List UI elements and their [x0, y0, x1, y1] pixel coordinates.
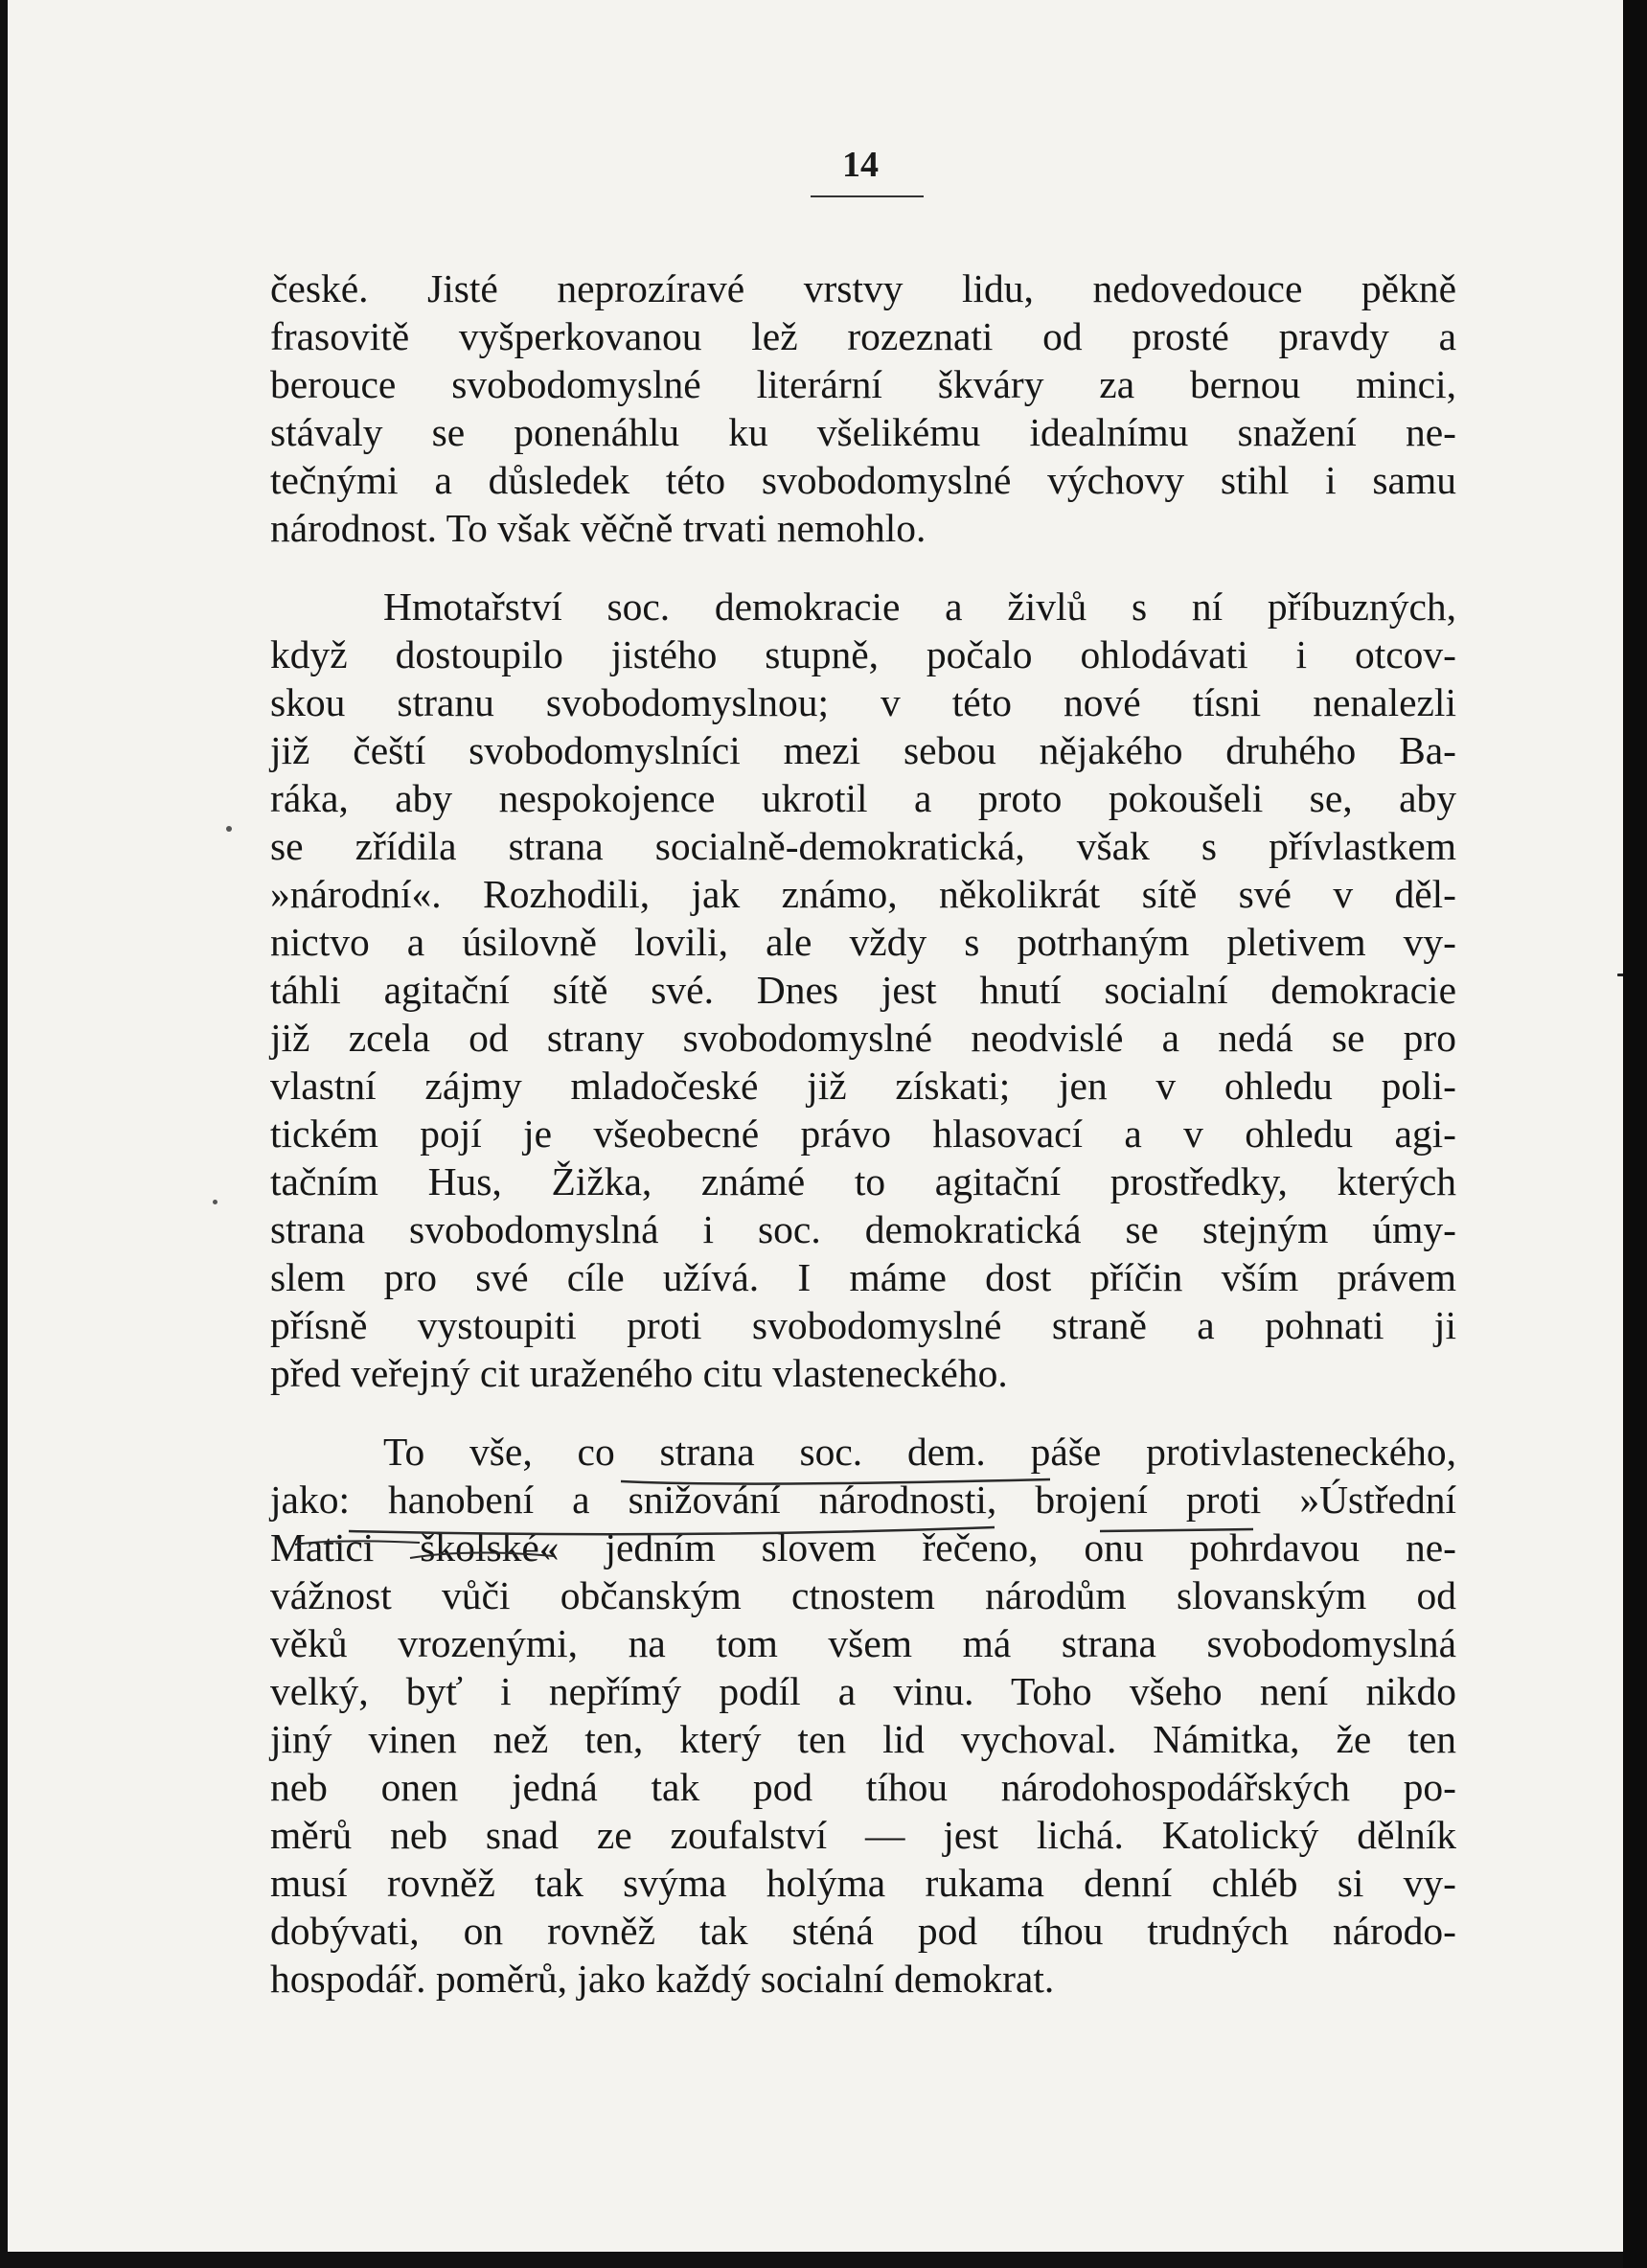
text-line: »národní«. Rozhodili, jak známo, několikrát sítě své v děl- [270, 872, 1456, 916]
text-line: dobývati, on rovněž tak sténá pod tíhou trudných národo- [270, 1909, 1456, 1953]
paragraph-2 [270, 583, 1456, 1397]
text-line: Hmotařství soc. demokracie a živlů s ní příbuzných, [383, 584, 1456, 629]
text-line: před veřejný cit uraženého citu vlasteneckého. [270, 1351, 1008, 1395]
text-line: nictvo a úsilovně lovili, ale vždy s potrhaným pletivem vy- [270, 920, 1456, 964]
paragraph-3 [270, 1428, 1456, 2003]
text-line: hospodář. poměrů, jako každý socialní demokrat. [270, 1957, 1055, 2001]
text-line: skou stranu svobodomyslnou; v této nové tísni nenalezli [270, 680, 1456, 724]
text-line: velký, byť i nepřímý podíl a vinu. Toho všeho není nikdo [270, 1669, 1456, 1713]
text-line: jako: hanobení a snižování národnosti, brojení proti »Ústřední [270, 1478, 1456, 1522]
text-line: tačním Hus, Žižka, známé to agitační prostředky, kterých [270, 1159, 1456, 1203]
text-line: se zřídila strana socialně-demokratická, však s přívlastkem [270, 824, 1456, 868]
text-line: frasovitě vyšperkovanou lež rozeznati od prosté pravdy a [270, 314, 1456, 358]
body-text [270, 264, 1456, 2033]
page-number: 14 [842, 145, 879, 185]
paragraph-1 [270, 264, 1456, 552]
text-line: již zcela od strany svobodomyslné neodvislé a nedá se pro [270, 1016, 1456, 1060]
book-page [8, 0, 1623, 2252]
text-line: vlastní zájmy mladočeské již získati; jen v ohledu poli- [270, 1064, 1456, 1108]
text-line: berouce svobodomyslné literární škváry za bernou minci, [270, 362, 1456, 406]
text-line: národnost. To však věčně trvati nemohlo. [270, 506, 926, 550]
text-line: již čeští svobodomyslníci mezi sebou nějakého druhého Ba- [270, 728, 1456, 772]
text-line: Matici školské« jedním slovem řečeno, onu pohrdavou ne- [270, 1525, 1456, 1569]
text-line: táhli agitační sítě své. Dnes jest hnutí socialní demokracie [270, 968, 1456, 1012]
text-line: To vše, co strana soc. dem. páše protivlasteneckého, [383, 1430, 1456, 1474]
text-line: přísně vystoupiti proti svobodomyslné straně a pohnati ji [270, 1303, 1456, 1347]
paper-speck [213, 1200, 217, 1204]
text-line: tečnými a důsledek této svobodomyslné výchovy stihl i samu [270, 458, 1456, 502]
text-line: stávaly se ponenáhlu ku všelikému idealnímu snažení ne- [270, 410, 1456, 454]
text-line: české. Jisté neprozíravé vrstvy lidu, nedovedouce pěkně [270, 266, 1456, 310]
page-number-rule [811, 195, 924, 197]
text-line: jiný vinen než ten, který ten lid vychoval. Námitka, že ten [270, 1717, 1456, 1761]
scan-edge [1623, 0, 1647, 2268]
text-line: neb onen jedná tak pod tíhou národohospodářských po- [270, 1765, 1456, 1809]
text-line: ráka, aby nespokojence ukrotil a proto pokoušeli se, aby [270, 776, 1456, 820]
text-line: když dostoupilo jistého stupně, počalo ohlodávati i otcov- [270, 632, 1456, 676]
text-line: měrů neb snad ze zoufalství — jest lichá. Katolický dělník [270, 1813, 1456, 1857]
text-line: tickém pojí je všeobecné právo hlasovací a v ohledu agi- [270, 1111, 1456, 1156]
text-line: vážnost vůči občanským ctnostem národům slovanským od [270, 1573, 1456, 1617]
text-line: musí rovněž tak svýma holýma rukama denní chléb si vy- [270, 1861, 1456, 1905]
text-line: slem pro své cíle užívá. I máme dost příčin vším právem [270, 1255, 1456, 1299]
text-line: věků vrozenými, na tom všem má strana svobodomyslná [270, 1621, 1456, 1665]
paper-speck [226, 826, 232, 832]
text-line: strana svobodomyslná i soc. demokratická se stejným úmy- [270, 1207, 1456, 1251]
